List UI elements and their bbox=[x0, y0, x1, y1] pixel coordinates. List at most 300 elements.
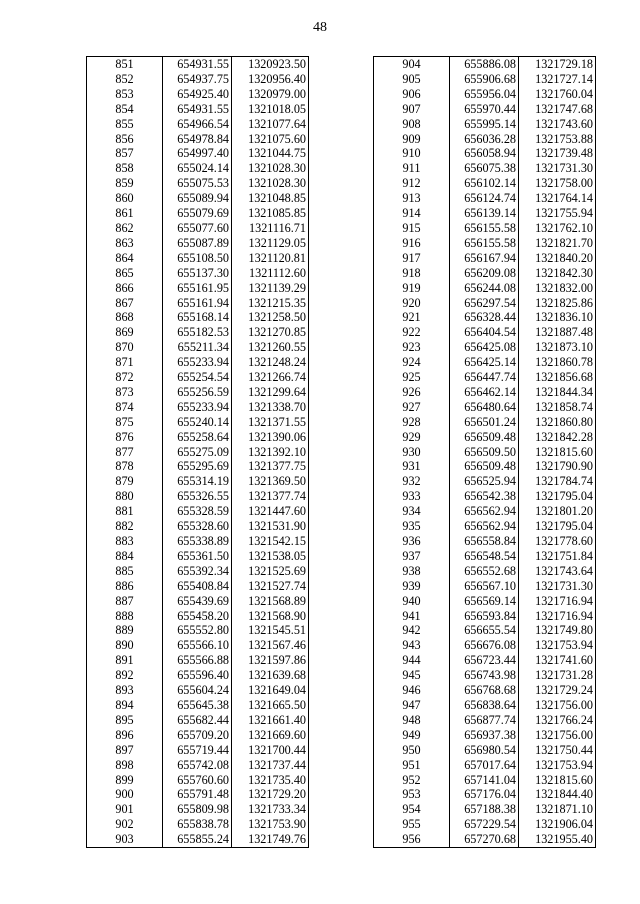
x-coordinate-cell: 655108.50 bbox=[163, 251, 232, 266]
x-coordinate-cell: 655809.98 bbox=[163, 802, 232, 817]
point-number-cell: 858 bbox=[87, 161, 163, 176]
y-coordinate-cell: 1321737.44 bbox=[232, 758, 309, 773]
x-coordinate-cell: 655458.20 bbox=[163, 609, 232, 624]
point-number-cell: 897 bbox=[87, 743, 163, 758]
x-coordinate-cell: 656447.74 bbox=[450, 370, 519, 385]
x-coordinate-cell: 655168.14 bbox=[163, 310, 232, 325]
x-coordinate-cell: 655338.89 bbox=[163, 534, 232, 549]
table-row bbox=[374, 415, 596, 430]
y-coordinate-cell: 1321729.20 bbox=[232, 787, 309, 802]
table-row bbox=[374, 638, 596, 653]
y-coordinate-cell: 1321753.94 bbox=[519, 638, 596, 653]
point-number-cell: 932 bbox=[374, 474, 450, 489]
x-coordinate-cell: 655295.69 bbox=[163, 459, 232, 474]
table-row bbox=[87, 519, 309, 534]
point-number-cell: 945 bbox=[374, 668, 450, 683]
point-number-cell: 913 bbox=[374, 191, 450, 206]
y-coordinate-cell: 1321743.60 bbox=[519, 117, 596, 132]
table-row bbox=[87, 787, 309, 802]
coordinates-table-right bbox=[373, 56, 596, 848]
table-row bbox=[374, 817, 596, 832]
table-row bbox=[374, 251, 596, 266]
point-number-cell: 861 bbox=[87, 206, 163, 221]
point-number-cell: 890 bbox=[87, 638, 163, 653]
y-coordinate-cell: 1321856.68 bbox=[519, 370, 596, 385]
table-row bbox=[374, 743, 596, 758]
point-number-cell: 881 bbox=[87, 504, 163, 519]
point-number-cell: 854 bbox=[87, 102, 163, 117]
y-coordinate-cell: 1321028.30 bbox=[232, 176, 309, 191]
table-row bbox=[87, 653, 309, 668]
y-coordinate-cell: 1321077.64 bbox=[232, 117, 309, 132]
point-number-cell: 924 bbox=[374, 355, 450, 370]
y-coordinate-cell: 1321377.75 bbox=[232, 459, 309, 474]
x-coordinate-cell: 656562.94 bbox=[450, 519, 519, 534]
table-row bbox=[374, 161, 596, 176]
point-number-cell: 949 bbox=[374, 728, 450, 743]
table-row bbox=[374, 146, 596, 161]
x-coordinate-cell: 654937.75 bbox=[163, 72, 232, 87]
y-coordinate-cell: 1321542.15 bbox=[232, 534, 309, 549]
point-number-cell: 936 bbox=[374, 534, 450, 549]
point-number-cell: 906 bbox=[374, 87, 450, 102]
y-coordinate-cell: 1321735.40 bbox=[232, 773, 309, 788]
point-number-cell: 856 bbox=[87, 132, 163, 147]
x-coordinate-cell: 656297.54 bbox=[450, 296, 519, 311]
table-row bbox=[374, 683, 596, 698]
x-coordinate-cell: 657017.64 bbox=[450, 758, 519, 773]
x-coordinate-cell: 656525.94 bbox=[450, 474, 519, 489]
point-number-cell: 940 bbox=[374, 594, 450, 609]
point-number-cell: 864 bbox=[87, 251, 163, 266]
table-row bbox=[87, 683, 309, 698]
point-number-cell: 905 bbox=[374, 72, 450, 87]
y-coordinate-cell: 1321248.24 bbox=[232, 355, 309, 370]
table-row bbox=[374, 117, 596, 132]
table-row bbox=[87, 698, 309, 713]
table-row bbox=[374, 57, 596, 72]
table-row bbox=[87, 146, 309, 161]
point-number-cell: 904 bbox=[374, 57, 450, 72]
point-number-cell: 900 bbox=[87, 787, 163, 802]
x-coordinate-cell: 657188.38 bbox=[450, 802, 519, 817]
x-coordinate-cell: 656743.98 bbox=[450, 668, 519, 683]
table-row bbox=[87, 459, 309, 474]
x-coordinate-cell: 657229.54 bbox=[450, 817, 519, 832]
table-row bbox=[374, 370, 596, 385]
table-row bbox=[87, 310, 309, 325]
table-row bbox=[374, 325, 596, 340]
table-row bbox=[374, 623, 596, 638]
y-coordinate-cell: 1321568.90 bbox=[232, 609, 309, 624]
point-number-cell: 922 bbox=[374, 325, 450, 340]
y-coordinate-cell: 1321815.60 bbox=[519, 445, 596, 460]
point-number-cell: 865 bbox=[87, 266, 163, 281]
table-row bbox=[87, 728, 309, 743]
x-coordinate-cell: 655906.68 bbox=[450, 72, 519, 87]
x-coordinate-cell: 656209.08 bbox=[450, 266, 519, 281]
table-row bbox=[374, 296, 596, 311]
y-coordinate-cell: 1321266.74 bbox=[232, 370, 309, 385]
point-number-cell: 912 bbox=[374, 176, 450, 191]
point-number-cell: 928 bbox=[374, 415, 450, 430]
table-row bbox=[87, 758, 309, 773]
x-coordinate-cell: 654997.40 bbox=[163, 146, 232, 161]
point-number-cell: 934 bbox=[374, 504, 450, 519]
point-number-cell: 937 bbox=[374, 549, 450, 564]
table-row bbox=[374, 102, 596, 117]
x-coordinate-cell: 656562.94 bbox=[450, 504, 519, 519]
table-row bbox=[87, 296, 309, 311]
table-row bbox=[374, 504, 596, 519]
point-number-cell: 902 bbox=[87, 817, 163, 832]
x-coordinate-cell: 655233.94 bbox=[163, 355, 232, 370]
point-number-cell: 935 bbox=[374, 519, 450, 534]
y-coordinate-cell: 1321840.20 bbox=[519, 251, 596, 266]
x-coordinate-cell: 656548.54 bbox=[450, 549, 519, 564]
y-coordinate-cell: 1321390.06 bbox=[232, 430, 309, 445]
point-number-cell: 869 bbox=[87, 325, 163, 340]
table-row bbox=[374, 430, 596, 445]
x-coordinate-cell: 655275.09 bbox=[163, 445, 232, 460]
point-number-cell: 870 bbox=[87, 340, 163, 355]
x-coordinate-cell: 656155.58 bbox=[450, 221, 519, 236]
y-coordinate-cell: 1321258.50 bbox=[232, 310, 309, 325]
table-row bbox=[87, 57, 309, 72]
table-row bbox=[374, 206, 596, 221]
point-number-cell: 860 bbox=[87, 191, 163, 206]
point-number-cell: 887 bbox=[87, 594, 163, 609]
point-number-cell: 926 bbox=[374, 385, 450, 400]
table-row bbox=[374, 340, 596, 355]
y-coordinate-cell: 1321129.05 bbox=[232, 236, 309, 251]
table-row bbox=[374, 489, 596, 504]
x-coordinate-cell: 656509.48 bbox=[450, 459, 519, 474]
table-row bbox=[374, 713, 596, 728]
y-coordinate-cell: 1321538.05 bbox=[232, 549, 309, 564]
point-number-cell: 955 bbox=[374, 817, 450, 832]
y-coordinate-cell: 1321733.34 bbox=[232, 802, 309, 817]
point-number-cell: 851 bbox=[87, 57, 163, 72]
table-row bbox=[87, 504, 309, 519]
y-coordinate-cell: 1321139.29 bbox=[232, 281, 309, 296]
x-coordinate-cell: 656425.08 bbox=[450, 340, 519, 355]
x-coordinate-cell: 655709.20 bbox=[163, 728, 232, 743]
table-row bbox=[87, 161, 309, 176]
table-row bbox=[87, 206, 309, 221]
table-row bbox=[87, 549, 309, 564]
point-number-cell: 903 bbox=[87, 832, 163, 847]
point-number-cell: 908 bbox=[374, 117, 450, 132]
point-number-cell: 899 bbox=[87, 773, 163, 788]
table-row bbox=[374, 72, 596, 87]
x-coordinate-cell: 654978.84 bbox=[163, 132, 232, 147]
x-coordinate-cell: 657141.04 bbox=[450, 773, 519, 788]
table-row bbox=[374, 579, 596, 594]
y-coordinate-cell: 1321762.10 bbox=[519, 221, 596, 236]
y-coordinate-cell: 1321860.78 bbox=[519, 355, 596, 370]
point-number-cell: 880 bbox=[87, 489, 163, 504]
y-coordinate-cell: 1321597.86 bbox=[232, 653, 309, 668]
x-coordinate-cell: 655970.44 bbox=[450, 102, 519, 117]
y-coordinate-cell: 1321747.68 bbox=[519, 102, 596, 117]
y-coordinate-cell: 1321758.00 bbox=[519, 176, 596, 191]
table-row bbox=[374, 445, 596, 460]
table-row bbox=[374, 221, 596, 236]
table-row bbox=[87, 370, 309, 385]
point-number-cell: 923 bbox=[374, 340, 450, 355]
table-row bbox=[87, 489, 309, 504]
table-row bbox=[374, 355, 596, 370]
point-number-cell: 931 bbox=[374, 459, 450, 474]
point-number-cell: 917 bbox=[374, 251, 450, 266]
y-coordinate-cell: 1321749.80 bbox=[519, 623, 596, 638]
y-coordinate-cell: 1321018.05 bbox=[232, 102, 309, 117]
x-coordinate-cell: 656462.14 bbox=[450, 385, 519, 400]
x-coordinate-cell: 655604.24 bbox=[163, 683, 232, 698]
point-number-cell: 915 bbox=[374, 221, 450, 236]
table-row bbox=[374, 564, 596, 579]
x-coordinate-cell: 655211.34 bbox=[163, 340, 232, 355]
y-coordinate-cell: 1321270.85 bbox=[232, 325, 309, 340]
y-coordinate-cell: 1321531.90 bbox=[232, 519, 309, 534]
point-number-cell: 888 bbox=[87, 609, 163, 624]
y-coordinate-cell: 1321741.60 bbox=[519, 653, 596, 668]
table-row bbox=[87, 251, 309, 266]
y-coordinate-cell: 1321873.10 bbox=[519, 340, 596, 355]
table-row bbox=[87, 817, 309, 832]
point-number-cell: 879 bbox=[87, 474, 163, 489]
table-row bbox=[87, 117, 309, 132]
point-number-cell: 930 bbox=[374, 445, 450, 460]
point-number-cell: 914 bbox=[374, 206, 450, 221]
x-coordinate-cell: 656723.44 bbox=[450, 653, 519, 668]
x-coordinate-cell: 655760.60 bbox=[163, 773, 232, 788]
y-coordinate-cell: 1321116.71 bbox=[232, 221, 309, 236]
x-coordinate-cell: 655596.40 bbox=[163, 668, 232, 683]
y-coordinate-cell: 1321716.94 bbox=[519, 609, 596, 624]
point-number-cell: 920 bbox=[374, 296, 450, 311]
x-coordinate-cell: 655024.14 bbox=[163, 161, 232, 176]
point-number-cell: 867 bbox=[87, 296, 163, 311]
x-coordinate-cell: 656655.54 bbox=[450, 623, 519, 638]
point-number-cell: 891 bbox=[87, 653, 163, 668]
y-coordinate-cell: 1321568.89 bbox=[232, 594, 309, 609]
y-coordinate-cell: 1321753.94 bbox=[519, 758, 596, 773]
y-coordinate-cell: 1321028.30 bbox=[232, 161, 309, 176]
y-coordinate-cell: 1321795.04 bbox=[519, 489, 596, 504]
y-coordinate-cell: 1321756.00 bbox=[519, 728, 596, 743]
y-coordinate-cell: 1321760.04 bbox=[519, 87, 596, 102]
y-coordinate-cell: 1321731.30 bbox=[519, 161, 596, 176]
x-coordinate-cell: 655326.55 bbox=[163, 489, 232, 504]
table-row bbox=[87, 400, 309, 415]
table-row bbox=[87, 579, 309, 594]
x-coordinate-cell: 655791.48 bbox=[163, 787, 232, 802]
point-number-cell: 852 bbox=[87, 72, 163, 87]
table-row bbox=[374, 474, 596, 489]
y-coordinate-cell: 1320956.40 bbox=[232, 72, 309, 87]
table-row bbox=[374, 802, 596, 817]
table-row bbox=[374, 594, 596, 609]
y-coordinate-cell: 1321784.74 bbox=[519, 474, 596, 489]
table-row bbox=[374, 191, 596, 206]
x-coordinate-cell: 654931.55 bbox=[163, 57, 232, 72]
x-coordinate-cell: 656676.08 bbox=[450, 638, 519, 653]
y-coordinate-cell: 1321716.94 bbox=[519, 594, 596, 609]
x-coordinate-cell: 655361.50 bbox=[163, 549, 232, 564]
y-coordinate-cell: 1321545.51 bbox=[232, 623, 309, 638]
x-coordinate-cell: 655439.69 bbox=[163, 594, 232, 609]
x-coordinate-cell: 655682.44 bbox=[163, 713, 232, 728]
table-row bbox=[87, 594, 309, 609]
y-coordinate-cell: 1321739.48 bbox=[519, 146, 596, 161]
x-coordinate-cell: 655137.30 bbox=[163, 266, 232, 281]
table-row bbox=[87, 236, 309, 251]
point-number-cell: 859 bbox=[87, 176, 163, 191]
point-number-cell: 901 bbox=[87, 802, 163, 817]
x-coordinate-cell: 656480.64 bbox=[450, 400, 519, 415]
point-number-cell: 911 bbox=[374, 161, 450, 176]
point-number-cell: 875 bbox=[87, 415, 163, 430]
point-number-cell: 956 bbox=[374, 832, 450, 847]
point-number-cell: 921 bbox=[374, 310, 450, 325]
table-row bbox=[87, 340, 309, 355]
x-coordinate-cell: 655254.54 bbox=[163, 370, 232, 385]
point-number-cell: 896 bbox=[87, 728, 163, 743]
table-row bbox=[374, 653, 596, 668]
y-coordinate-cell: 1321844.34 bbox=[519, 385, 596, 400]
point-number-cell: 909 bbox=[374, 132, 450, 147]
y-coordinate-cell: 1321749.76 bbox=[232, 832, 309, 847]
y-coordinate-cell: 1321825.86 bbox=[519, 296, 596, 311]
table-row bbox=[87, 802, 309, 817]
point-number-cell: 925 bbox=[374, 370, 450, 385]
table-row bbox=[374, 176, 596, 191]
point-number-cell: 929 bbox=[374, 430, 450, 445]
x-coordinate-cell: 655233.94 bbox=[163, 400, 232, 415]
table-row bbox=[374, 832, 596, 847]
y-coordinate-cell: 1321215.35 bbox=[232, 296, 309, 311]
table-row bbox=[87, 534, 309, 549]
table-row bbox=[87, 743, 309, 758]
point-number-cell: 953 bbox=[374, 787, 450, 802]
point-number-cell: 871 bbox=[87, 355, 163, 370]
point-number-cell: 952 bbox=[374, 773, 450, 788]
y-coordinate-cell: 1321751.84 bbox=[519, 549, 596, 564]
point-number-cell: 877 bbox=[87, 445, 163, 460]
x-coordinate-cell: 656139.14 bbox=[450, 206, 519, 221]
y-coordinate-cell: 1321753.90 bbox=[232, 817, 309, 832]
y-coordinate-cell: 1321755.94 bbox=[519, 206, 596, 221]
x-coordinate-cell: 654925.40 bbox=[163, 87, 232, 102]
point-number-cell: 910 bbox=[374, 146, 450, 161]
x-coordinate-cell: 655742.08 bbox=[163, 758, 232, 773]
x-coordinate-cell: 657270.68 bbox=[450, 832, 519, 847]
x-coordinate-cell: 655956.04 bbox=[450, 87, 519, 102]
point-number-cell: 882 bbox=[87, 519, 163, 534]
x-coordinate-cell: 656124.74 bbox=[450, 191, 519, 206]
y-coordinate-cell: 1321778.60 bbox=[519, 534, 596, 549]
x-coordinate-cell: 655566.88 bbox=[163, 653, 232, 668]
x-coordinate-cell: 655258.64 bbox=[163, 430, 232, 445]
table-row bbox=[374, 668, 596, 683]
y-coordinate-cell: 1321871.10 bbox=[519, 802, 596, 817]
table-row bbox=[87, 713, 309, 728]
x-coordinate-cell: 656425.14 bbox=[450, 355, 519, 370]
table-row bbox=[87, 221, 309, 236]
point-number-cell: 857 bbox=[87, 146, 163, 161]
x-coordinate-cell: 655328.60 bbox=[163, 519, 232, 534]
x-coordinate-cell: 655328.59 bbox=[163, 504, 232, 519]
x-coordinate-cell: 656167.94 bbox=[450, 251, 519, 266]
point-number-cell: 873 bbox=[87, 385, 163, 400]
point-number-cell: 918 bbox=[374, 266, 450, 281]
x-coordinate-cell: 656155.58 bbox=[450, 236, 519, 251]
y-coordinate-cell: 1321860.80 bbox=[519, 415, 596, 430]
x-coordinate-cell: 654966.54 bbox=[163, 117, 232, 132]
table-row bbox=[87, 87, 309, 102]
y-coordinate-cell: 1321085.85 bbox=[232, 206, 309, 221]
point-number-cell: 884 bbox=[87, 549, 163, 564]
x-coordinate-cell: 656404.54 bbox=[450, 325, 519, 340]
y-coordinate-cell: 1321665.50 bbox=[232, 698, 309, 713]
y-coordinate-cell: 1321731.28 bbox=[519, 668, 596, 683]
y-coordinate-cell: 1321764.14 bbox=[519, 191, 596, 206]
x-coordinate-cell: 656552.68 bbox=[450, 564, 519, 579]
x-coordinate-cell: 656569.14 bbox=[450, 594, 519, 609]
x-coordinate-cell: 657176.04 bbox=[450, 787, 519, 802]
x-coordinate-cell: 656328.44 bbox=[450, 310, 519, 325]
y-coordinate-cell: 1321120.81 bbox=[232, 251, 309, 266]
table-row bbox=[374, 728, 596, 743]
x-coordinate-cell: 655408.84 bbox=[163, 579, 232, 594]
table-row bbox=[374, 459, 596, 474]
x-coordinate-cell: 655075.53 bbox=[163, 176, 232, 191]
table-row bbox=[87, 638, 309, 653]
table-row bbox=[87, 176, 309, 191]
x-coordinate-cell: 654931.55 bbox=[163, 102, 232, 117]
x-coordinate-cell: 656542.38 bbox=[450, 489, 519, 504]
y-coordinate-cell: 1321700.44 bbox=[232, 743, 309, 758]
table-row bbox=[87, 415, 309, 430]
point-number-cell: 916 bbox=[374, 236, 450, 251]
y-coordinate-cell: 1321836.10 bbox=[519, 310, 596, 325]
point-number-cell: 947 bbox=[374, 698, 450, 713]
x-coordinate-cell: 656509.50 bbox=[450, 445, 519, 460]
table-row bbox=[87, 609, 309, 624]
point-number-cell: 886 bbox=[87, 579, 163, 594]
table-row bbox=[87, 191, 309, 206]
y-coordinate-cell: 1321906.04 bbox=[519, 817, 596, 832]
point-number-cell: 939 bbox=[374, 579, 450, 594]
table-row bbox=[374, 385, 596, 400]
table-row bbox=[374, 132, 596, 147]
point-number-cell: 944 bbox=[374, 653, 450, 668]
table-row bbox=[87, 668, 309, 683]
y-coordinate-cell: 1321842.28 bbox=[519, 430, 596, 445]
table-row bbox=[87, 564, 309, 579]
table-row bbox=[87, 430, 309, 445]
x-coordinate-cell: 656877.74 bbox=[450, 713, 519, 728]
y-coordinate-cell: 1321955.40 bbox=[519, 832, 596, 847]
x-coordinate-cell: 655392.34 bbox=[163, 564, 232, 579]
x-coordinate-cell: 656058.94 bbox=[450, 146, 519, 161]
y-coordinate-cell: 1321112.60 bbox=[232, 266, 309, 281]
x-coordinate-cell: 655886.08 bbox=[450, 57, 519, 72]
point-number-cell: 862 bbox=[87, 221, 163, 236]
y-coordinate-cell: 1321753.88 bbox=[519, 132, 596, 147]
